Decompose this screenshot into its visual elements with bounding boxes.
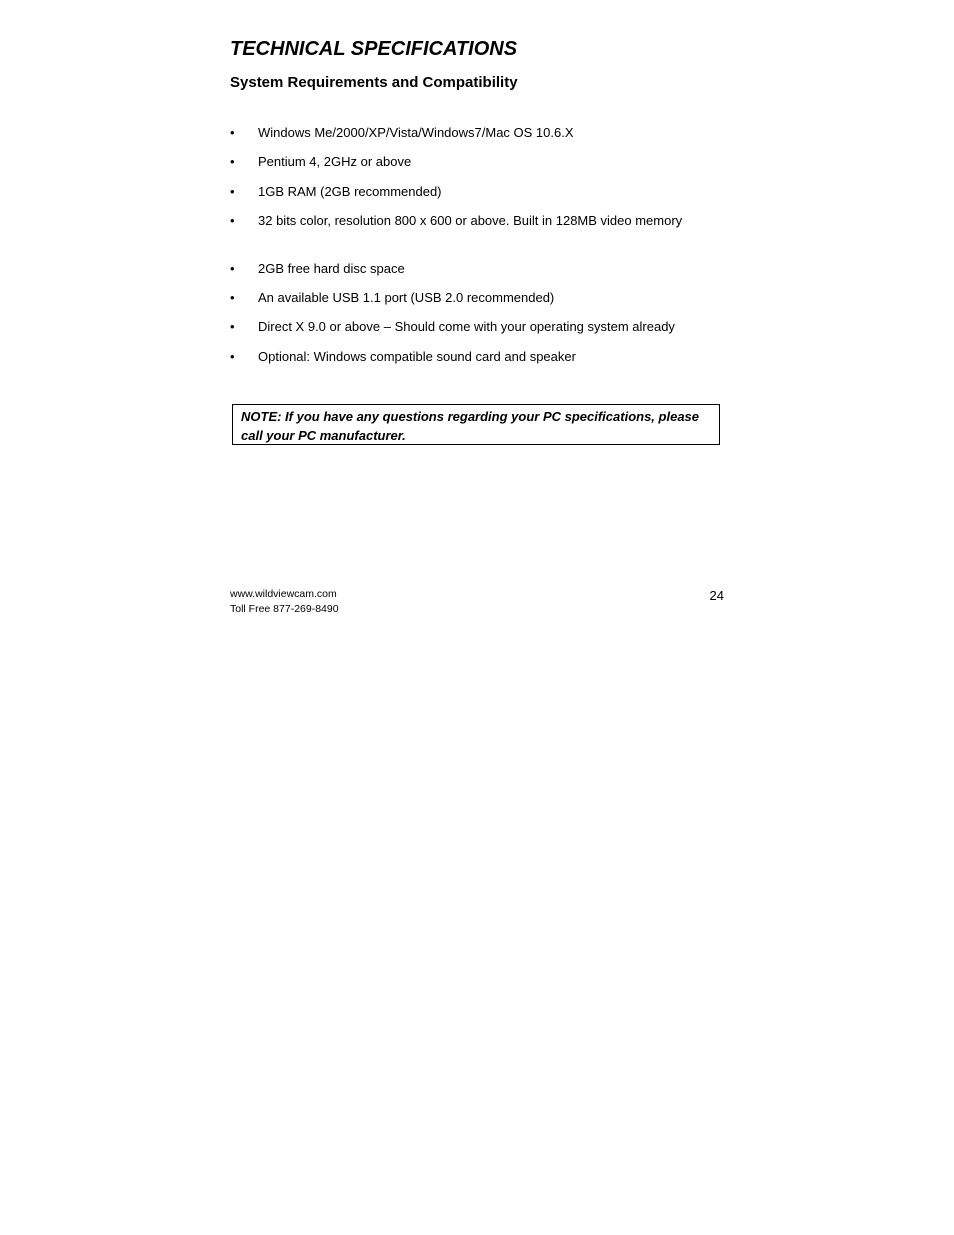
list-item <box>230 259 724 278</box>
list-item <box>230 152 724 171</box>
note-box <box>232 404 720 445</box>
list-item-text: Direct X 9.0 or above – Should come with your operating system already <box>258 319 675 334</box>
list-item <box>230 347 724 366</box>
note-text: NOTE: If you have any questions regarding your PC specifications, please call your PC manufacturer. <box>241 409 700 443</box>
list-item <box>230 123 724 142</box>
bullet-icon: • <box>230 319 235 334</box>
bullet-icon: • <box>230 349 235 364</box>
list-item <box>230 317 724 336</box>
list-item-text: 32 bits color, resolution 800 x 600 or above. Built in 128MB video memory <box>258 213 683 228</box>
list-item <box>230 182 724 201</box>
footer-website: www.wildviewcam.com <box>230 588 337 600</box>
list-item-text: 1GB RAM (2GB recommended) <box>258 184 442 199</box>
bullet-icon: • <box>230 125 235 140</box>
list-item-text: An available USB 1.1 port (USB 2.0 recommended) <box>258 290 555 305</box>
page-number: 24 <box>709 588 724 603</box>
bullet-icon: • <box>230 213 235 228</box>
bullet-icon: • <box>230 184 235 199</box>
bullet-icon: • <box>230 290 235 305</box>
bullet-icon: • <box>230 261 235 276</box>
section-subtitle: System Requirements and Compatibility <box>230 74 518 91</box>
list-item-text: 2GB free hard disc space <box>258 261 405 276</box>
list-item-text: Pentium 4, 2GHz or above <box>258 154 412 169</box>
footer-phone: Toll Free 877-269-8490 <box>230 603 339 615</box>
list-item <box>230 288 724 307</box>
list-item-text: Windows Me/2000/XP/Vista/Windows7/Mac OS 10.6.X <box>258 125 574 140</box>
bullet-icon: • <box>230 154 235 169</box>
page-title: TECHNICAL SPECIFICATIONS <box>230 38 518 60</box>
list-item-text: Optional: Windows compatible sound card and speaker <box>258 349 576 364</box>
list-item <box>230 211 724 230</box>
